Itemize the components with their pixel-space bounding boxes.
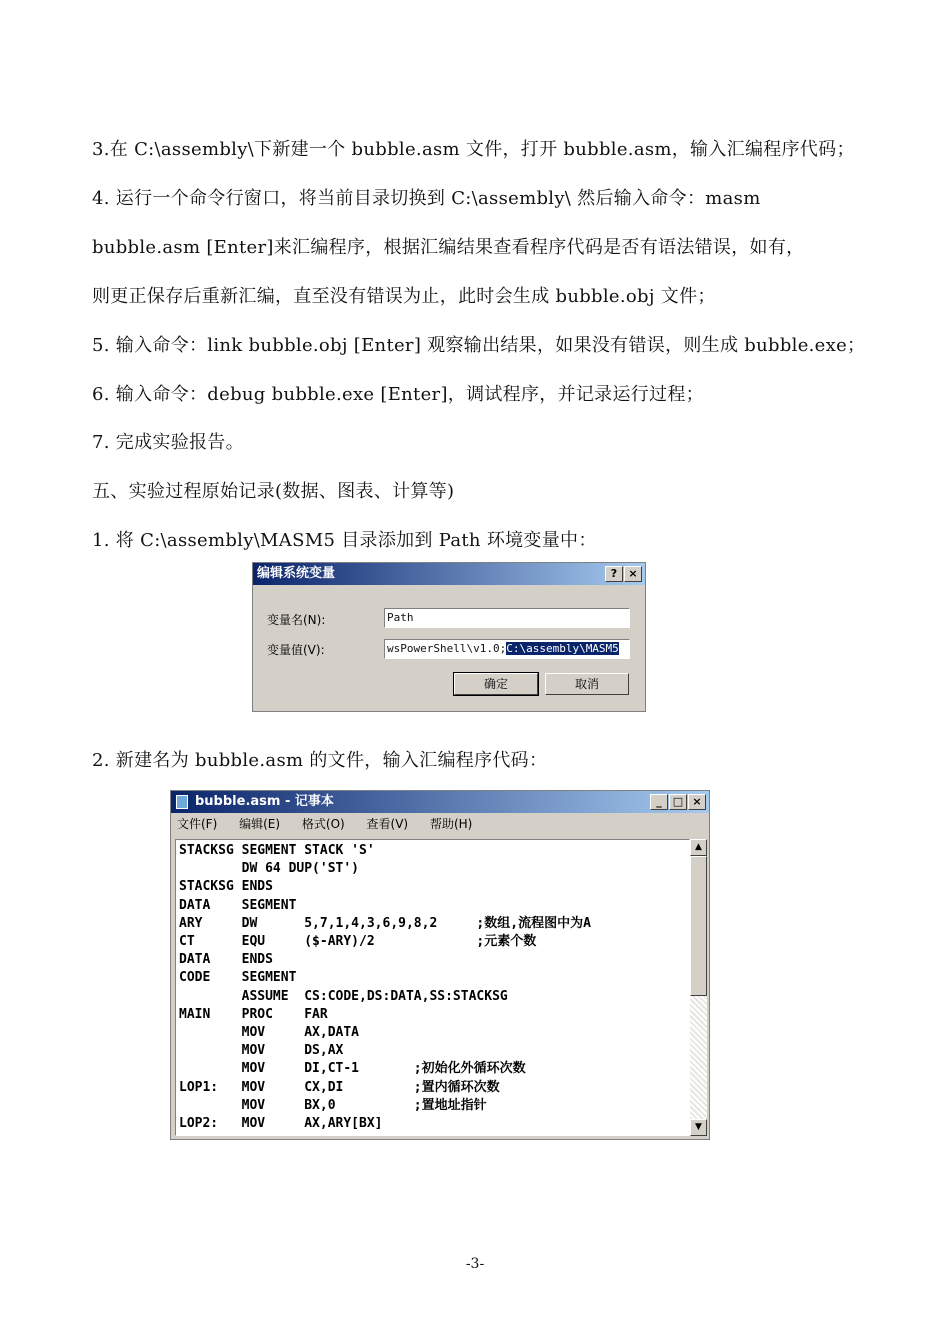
dialog-titlebar (253, 563, 645, 585)
dialog-title: 编辑系统变量 (257, 566, 336, 581)
var-name-input[interactable]: Path (384, 608, 630, 628)
text-editor[interactable] (175, 839, 690, 1136)
step-7-text: 7. 完成实验报告。 (92, 432, 244, 453)
scroll-down-button[interactable]: ▼ (690, 1119, 707, 1136)
menu-format[interactable]: 格式(O) (301, 817, 345, 831)
step-4-text: 4. 运行一个命令行窗口，将当前目录切换到 C:\assembly\ 然后输入命令：masm (92, 188, 761, 209)
record-step-1-text: 1. 将 C:\assembly\MASM5 目录添加到 Path 环境变量中： (92, 530, 597, 551)
notepad-icon (176, 795, 188, 809)
help-button[interactable]: ? (605, 566, 623, 582)
notepad-window (170, 790, 710, 1140)
step-4-text-cont-1: bubble.asm [Enter]来汇编程序，根据汇编结果查看程序代码是否有语法错误，如有， (92, 237, 805, 258)
notepad-titlebar (171, 791, 709, 813)
menu-view[interactable]: 查看(V) (366, 817, 409, 831)
edit-system-variable-dialog (252, 562, 646, 712)
var-value-selection: C:\assembly\MASM5 (506, 642, 619, 655)
menu-help[interactable]: 帮助(H) (429, 817, 473, 831)
step-4-text-cont-2: 则更正保存后重新汇编，直至没有错误为止，此时会生成 bubble.obj 文件； (92, 286, 716, 307)
var-value-input[interactable] (384, 639, 630, 659)
menu-edit[interactable]: 编辑(E) (239, 817, 281, 831)
notepad-title: bubble.asm - 记事本 (195, 794, 334, 809)
menu-file[interactable]: 文件(F) (177, 817, 218, 831)
step-3-text: 3.在 C:\assembly\下新建一个 bubble.asm 文件，打开 bubble.asm，输入汇编程序代码； (92, 139, 855, 160)
page-number: -3- (465, 1256, 485, 1272)
maximize-button[interactable]: □ (669, 794, 687, 810)
var-value-prefix: wsPowerShell\v1.0; (387, 642, 507, 655)
var-value-label: 变量值(V): (267, 643, 325, 657)
var-name-label: 变量名(N): (267, 613, 326, 627)
vertical-scrollbar[interactable] (690, 839, 707, 1136)
ok-button[interactable]: 确定 (454, 673, 538, 695)
step-6-text: 6. 输入命令：debug bubble.exe [Enter]，调试程序，并记录运行过程； (92, 384, 704, 405)
section-heading: 五、实验过程原始记录(数据、图表、计算等) (92, 481, 455, 502)
scroll-thumb[interactable] (690, 856, 707, 996)
close-button[interactable]: × (624, 566, 642, 582)
notepad-close-button[interactable]: × (688, 794, 706, 810)
menu-bar (171, 813, 709, 835)
scroll-up-button[interactable]: ▲ (690, 839, 707, 856)
cancel-button[interactable]: 取消 (545, 673, 629, 695)
minimize-button[interactable]: _ (650, 794, 668, 810)
step-5-text: 5. 输入命令：link bubble.obj [Enter] 观察输出结果，如果没有错误，则生成 bubble.exe； (92, 335, 866, 356)
code-content: STACKSG SEGMENT STACK 'S' DW 64 DUP('ST') STACKSG ENDS DATA SEGMENT ARY DW 5,7,1,4,3,6,9,8,2 ;数组,流程图中为A CT EQU ($-ARY)/2 ;元素个数 DATA ENDS CODE SEGMENT ASSUME CS:CODE,DS:DATA,SS:STACKSG MAIN PROC FAR MOV AX,DATA MOV DS,AX MOV DI,CT-1 ;初始化外循环次数 LOP1: MOV CX,DI ;置内循环次数 MOV BX,0 ;置地址指针 LOP2: MOV AX,ARY[BX] (179, 843, 591, 1132)
record-step-2-text: 2. 新建名为 bubble.asm 的文件，输入汇编程序代码： (92, 750, 548, 771)
